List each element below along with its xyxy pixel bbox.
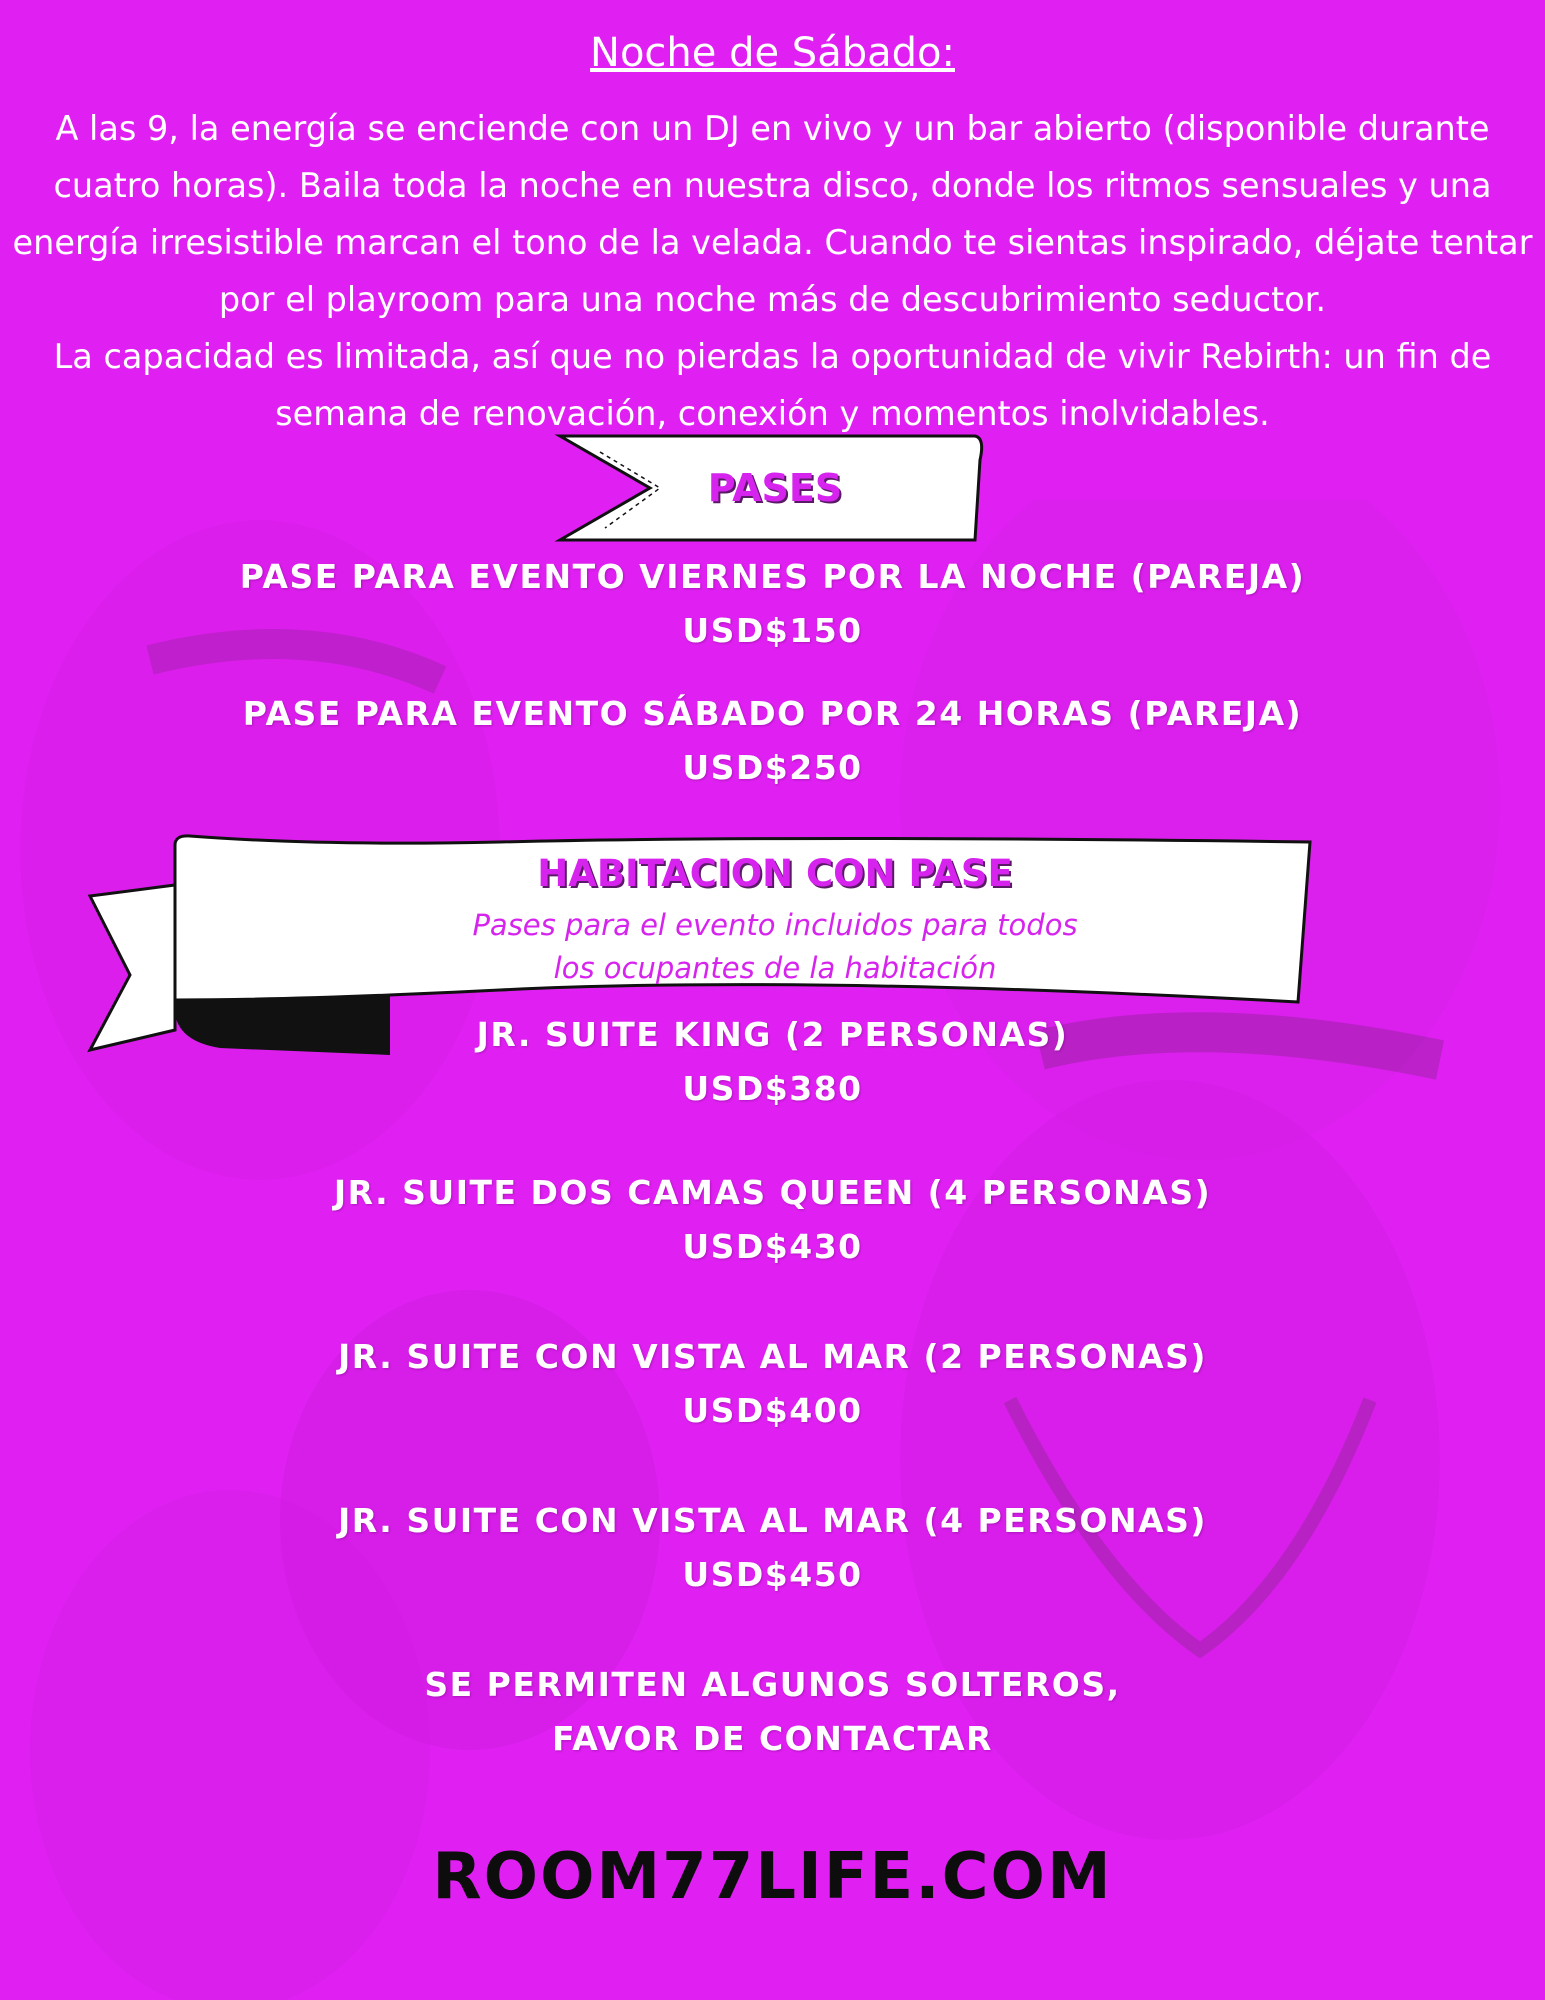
room-name: JR. SUITE DOS CAMAS QUEEN (4 PERSONAS) — [333, 1173, 1212, 1212]
pass-name: PASE PARA EVENTO VIERNES POR LA NOCHE (PAREJA) — [239, 557, 1306, 596]
habitacion-title: HABITACION CON PASE — [537, 852, 1013, 895]
page-title: Noche de Sábado: — [590, 30, 955, 76]
pases-label: PASES — [707, 466, 843, 510]
room-price: USD$450 — [682, 1555, 863, 1594]
pass-price: USD$250 — [682, 748, 863, 787]
singles-note — [0, 1658, 1545, 1766]
pass-name: PASE PARA EVENTO SÁBADO POR 24 HORAS (PAREJA) — [242, 694, 1303, 733]
note-line: SE PERMITEN ALGUNOS SOLTEROS, — [424, 1665, 1121, 1704]
room-item — [0, 1330, 1545, 1438]
subtitle-line: los ocupantes de la habitación — [553, 951, 997, 985]
room-item — [0, 1166, 1545, 1274]
website-link[interactable]: ROOM77LIFE.COM — [432, 1840, 1113, 1914]
subtitle-line: Pases para el evento incluidos para todos — [472, 908, 1078, 942]
room-name: JR. SUITE CON VISTA AL MAR (4 PERSONAS) — [338, 1501, 1207, 1540]
note-line: FAVOR DE CONTACTAR — [552, 1719, 993, 1758]
room-item — [0, 1494, 1545, 1602]
room-price: USD$400 — [682, 1391, 863, 1430]
room-name: JR. SUITE CON VISTA AL MAR (2 PERSONAS) — [338, 1337, 1207, 1376]
room-name: JR. SUITE KING (2 PERSONAS) — [476, 1015, 1069, 1054]
habitacion-subtitle — [400, 904, 1150, 990]
intro-paragraph: La capacidad es limitada, así que no pierdas la oportunidad de vivir Rebirth: un fin de semana de renovación, conexión y momentos inolvidables. — [53, 337, 1492, 433]
room-price: USD$380 — [682, 1069, 863, 1108]
room-item — [0, 1008, 1545, 1116]
pass-price: USD$150 — [682, 611, 863, 650]
intro-paragraph: A las 9, la energía se enciende con un DJ en vivo y un bar abierto (disponible durante cuatro horas). Baila toda la noche en nuestra disco, donde los ritmos sensuales y una energía irresistible marcan el tono de la velada. Cuando te sientas inspirado, déjate tentar por el playroom para una noche más de descubrimiento seductor. — [12, 109, 1533, 319]
room-price: USD$430 — [682, 1227, 863, 1266]
